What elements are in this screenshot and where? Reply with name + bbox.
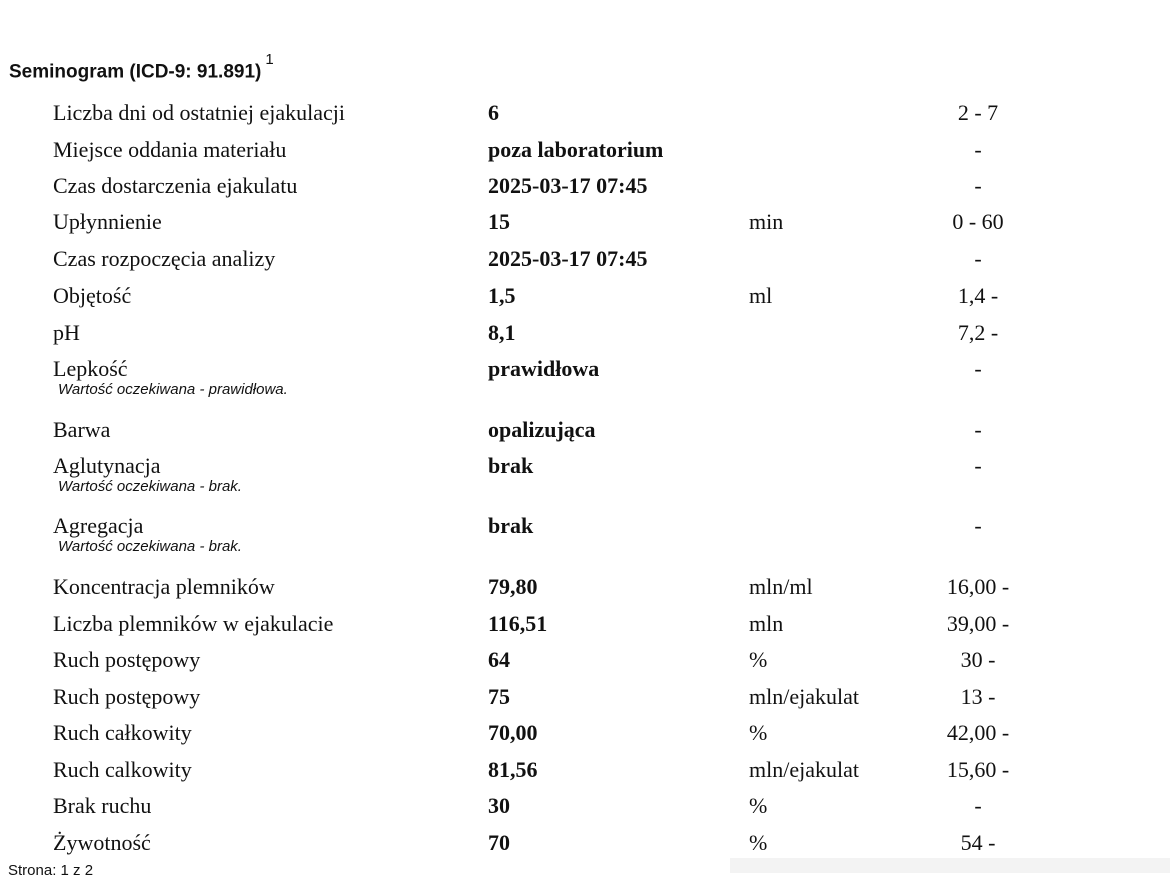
- result-unit: mln: [749, 611, 784, 636]
- parameter-name: Ruch całkowity: [53, 720, 192, 745]
- result-unit: %: [749, 720, 768, 745]
- parameter-name: Czas dostarczenia ejakulatu: [53, 173, 298, 198]
- result-value: prawidłowa: [488, 356, 600, 381]
- result-unit: %: [749, 830, 768, 855]
- reference-range: -: [974, 137, 982, 162]
- parameter-name: Koncentracja plemników: [53, 574, 275, 599]
- result-row: [0, 281, 1170, 311]
- result-value: brak: [488, 513, 534, 538]
- result-value: opalizująca: [488, 417, 596, 442]
- result-unit: mln/ejakulat: [749, 684, 859, 709]
- reference-range: 7,2 -: [957, 320, 999, 345]
- parameter-name: Ruch postępowy: [53, 684, 201, 709]
- result-unit: %: [749, 647, 768, 672]
- result-row: [0, 98, 1170, 128]
- title-text: Seminogram (ICD-9: 91.891): [9, 61, 262, 83]
- reference-range: 13 -: [960, 684, 996, 709]
- result-value: 81,56: [488, 757, 538, 782]
- parameter-name: Brak ruchu: [53, 793, 152, 818]
- result-row: [0, 755, 1170, 785]
- reference-range: -: [974, 513, 982, 538]
- result-value: 116,51: [488, 611, 548, 636]
- parameter-name: pH: [53, 320, 80, 345]
- reference-range: 54 -: [960, 830, 996, 855]
- result-value: 8,1: [488, 320, 516, 345]
- result-row: [0, 572, 1170, 602]
- reference-range: 15,60 -: [946, 757, 1010, 782]
- result-row: [0, 609, 1170, 639]
- section-title: [9, 52, 274, 86]
- result-row: [0, 511, 1170, 555]
- parameter-name: Barwa: [53, 417, 111, 442]
- result-value: 2025-03-17 07:45: [488, 173, 648, 198]
- result-row: [0, 318, 1170, 348]
- reference-range: 39,00 -: [946, 611, 1010, 636]
- parameter-name: Liczba dni od ostatniej ejakulacji: [53, 100, 346, 125]
- parameter-name: Aglutynacja: [53, 453, 161, 478]
- result-value: 30: [488, 793, 510, 818]
- reference-range: 30 -: [960, 647, 996, 672]
- parameter-name: Objętość: [53, 283, 132, 308]
- page-fold-shadow: [730, 858, 1170, 873]
- reference-range: 2 - 7: [957, 100, 999, 125]
- result-value: 75: [488, 684, 510, 709]
- result-row: [0, 354, 1170, 398]
- result-row: [0, 645, 1170, 675]
- result-value: 2025-03-17 07:45: [488, 246, 648, 271]
- result-value: 1,5: [488, 283, 516, 308]
- result-unit: mln/ejakulat: [749, 757, 859, 782]
- title-footnote-marker: 1: [265, 51, 274, 68]
- expected-value-note: Wartość oczekiwana - prawidłowa.: [58, 381, 288, 398]
- reference-range: -: [974, 793, 982, 818]
- parameter-name: Lepkość: [53, 356, 128, 381]
- parameter-name: Liczba plemników w ejakulacie: [53, 611, 334, 636]
- result-value: 79,80: [488, 574, 538, 599]
- result-value: 6: [488, 100, 499, 125]
- result-unit: ml: [749, 283, 773, 308]
- result-unit: %: [749, 793, 768, 818]
- reference-range: 16,00 -: [946, 574, 1010, 599]
- result-row: [0, 244, 1170, 274]
- parameter-name: Czas rozpoczęcia analizy: [53, 246, 276, 271]
- parameter-name: Żywotność: [53, 830, 151, 855]
- page-footer: Strona: 1 z 2: [8, 862, 94, 879]
- reference-range: -: [974, 246, 982, 271]
- reference-range: -: [974, 356, 982, 381]
- result-row: [0, 791, 1170, 821]
- result-row: [0, 682, 1170, 712]
- parameter-name: Ruch calkowity: [53, 757, 192, 782]
- expected-value-note: Wartość oczekiwana - brak.: [58, 538, 242, 555]
- parameter-name: Ruch postępowy: [53, 647, 201, 672]
- parameter-name: Miejsce oddania materiału: [53, 137, 287, 162]
- result-unit: mln/ml: [749, 574, 813, 599]
- result-row: [0, 718, 1170, 748]
- reference-range: 1,4 -: [957, 283, 999, 308]
- result-row: [0, 207, 1170, 237]
- result-row: [0, 415, 1170, 445]
- result-value: 70: [488, 830, 510, 855]
- reference-range: 0 - 60: [952, 209, 1004, 234]
- result-row: [0, 451, 1170, 495]
- result-unit: min: [749, 209, 784, 234]
- reference-range: -: [974, 453, 982, 478]
- result-value: 15: [488, 209, 510, 234]
- result-value: brak: [488, 453, 534, 478]
- reference-range: -: [974, 417, 982, 442]
- result-value: 70,00: [488, 720, 538, 745]
- parameter-name: Agregacja: [53, 513, 144, 538]
- result-value: 64: [488, 647, 510, 672]
- result-row: [0, 828, 1170, 858]
- reference-range: -: [974, 173, 982, 198]
- reference-range: 42,00 -: [946, 720, 1010, 745]
- result-value: poza laboratorium: [488, 137, 664, 162]
- result-row: [0, 135, 1170, 165]
- result-row: [0, 171, 1170, 201]
- parameter-name: Upłynnienie: [53, 209, 162, 234]
- expected-value-note: Wartość oczekiwana - brak.: [58, 478, 242, 495]
